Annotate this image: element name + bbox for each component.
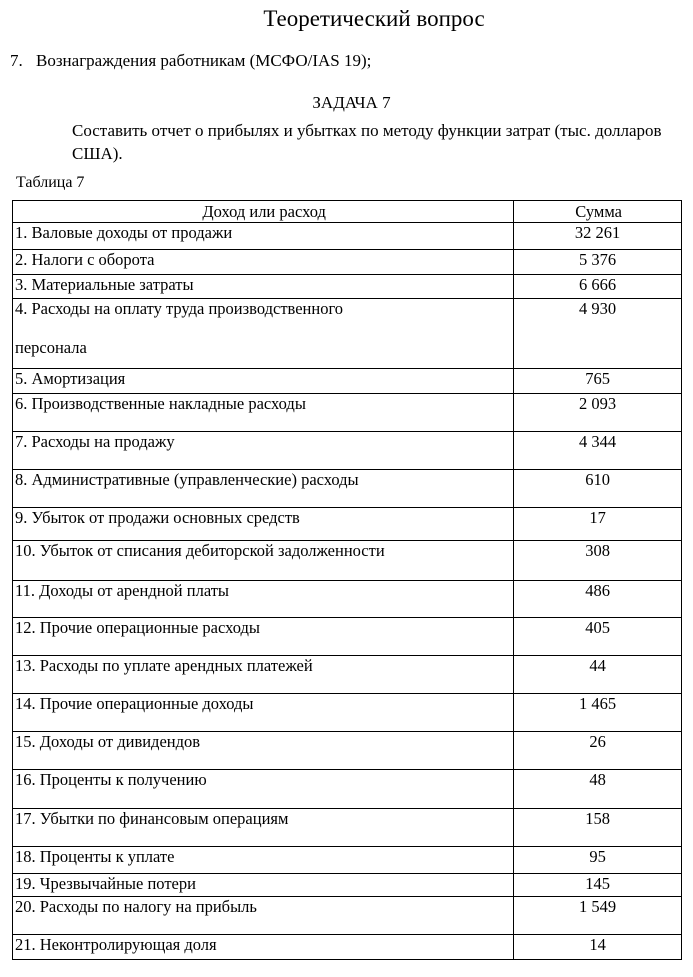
table-row bbox=[13, 847, 682, 874]
row-label: 11. Доходы от арендной платы bbox=[13, 581, 514, 618]
row-amount: 5 376 bbox=[514, 250, 682, 275]
row-amount: 158 bbox=[514, 809, 682, 847]
row-label: 14. Прочие операционные доходы bbox=[13, 694, 514, 732]
row-label: 12. Прочие операционные расходы bbox=[13, 618, 514, 656]
row-amount: 610 bbox=[514, 470, 682, 508]
row-amount: 44 bbox=[514, 656, 682, 694]
question-line bbox=[10, 51, 371, 71]
row-amount: 486 bbox=[514, 581, 682, 618]
row-amount: 4 930 bbox=[514, 299, 682, 369]
row-amount: 17 bbox=[514, 508, 682, 541]
question-number: 7. bbox=[10, 51, 23, 70]
row-amount: 308 bbox=[514, 541, 682, 581]
task-title: ЗАДАЧА 7 bbox=[312, 93, 391, 112]
table-row bbox=[13, 275, 682, 299]
row-label: 19. Чрезвычайные потери bbox=[13, 874, 514, 897]
row-amount: 4 344 bbox=[514, 432, 682, 470]
row-label: 1. Валовые доходы от продажи bbox=[13, 223, 514, 250]
row-amount: 26 bbox=[514, 732, 682, 770]
table-row bbox=[13, 394, 682, 432]
table-row bbox=[13, 694, 682, 732]
table-row bbox=[13, 770, 682, 809]
table-row bbox=[13, 223, 682, 250]
row-amount: 405 bbox=[514, 618, 682, 656]
row-label: 8. Административные (управленческие) расходы bbox=[13, 470, 514, 508]
row-amount: 32 261 bbox=[514, 223, 682, 250]
question-text: Вознаграждения работникам (МСФО/IAS 19); bbox=[36, 51, 372, 70]
row-amount: 1 465 bbox=[514, 694, 682, 732]
row-label: 5. Амортизация bbox=[13, 369, 514, 394]
table-row bbox=[13, 732, 682, 770]
row-label: 2. Налоги с оборота bbox=[13, 250, 514, 275]
row-label: 20. Расходы по налогу на прибыль bbox=[13, 897, 514, 935]
table-row bbox=[13, 432, 682, 470]
table-row bbox=[13, 508, 682, 541]
column-header-item: Доход или расход bbox=[13, 201, 514, 223]
row-label: 17. Убытки по финансовым операциям bbox=[13, 809, 514, 847]
table-row bbox=[13, 369, 682, 394]
row-amount: 48 bbox=[514, 770, 682, 809]
row-label: 6. Производственные накладные расходы bbox=[13, 394, 514, 432]
row-label: 15. Доходы от дивидендов bbox=[13, 732, 514, 770]
table-row bbox=[13, 656, 682, 694]
row-amount: 765 bbox=[514, 369, 682, 394]
row-amount: 2 093 bbox=[514, 394, 682, 432]
row-label bbox=[13, 299, 514, 369]
row-amount: 1 549 bbox=[514, 897, 682, 935]
row-amount: 6 666 bbox=[514, 275, 682, 299]
table-row bbox=[13, 897, 682, 935]
row-label-line-2: персонала bbox=[15, 338, 87, 357]
row-label: 3. Материальные затраты bbox=[13, 275, 514, 299]
table-caption: Таблица 7 bbox=[16, 174, 85, 191]
row-label: 7. Расходы на продажу bbox=[13, 432, 514, 470]
column-header-amount: Сумма bbox=[514, 201, 682, 223]
table-row bbox=[13, 541, 682, 581]
row-amount: 95 bbox=[514, 847, 682, 874]
row-amount: 145 bbox=[514, 874, 682, 897]
table-row bbox=[13, 874, 682, 897]
table-row bbox=[13, 299, 682, 369]
row-label-line-1: 4. Расходы на оплату труда производственного bbox=[15, 299, 344, 318]
table-header-row bbox=[13, 201, 682, 223]
page-title: Теоретический вопрос bbox=[263, 6, 485, 31]
table-row bbox=[13, 581, 682, 618]
row-amount: 14 bbox=[514, 935, 682, 960]
table-row bbox=[13, 250, 682, 275]
row-label: 13. Расходы по уплате арендных платежей bbox=[13, 656, 514, 694]
task-description: Составить отчет о прибылях и убытках по методу функции затрат (тыс. долларов США). bbox=[72, 121, 662, 163]
table-row bbox=[13, 935, 682, 960]
row-label: 21. Неконтролирующая доля bbox=[13, 935, 514, 960]
table-row bbox=[13, 470, 682, 508]
row-label: 9. Убыток от продажи основных средств bbox=[13, 508, 514, 541]
row-label: 16. Проценты к получению bbox=[13, 770, 514, 809]
table-row bbox=[13, 809, 682, 847]
row-label: 18. Проценты к уплате bbox=[13, 847, 514, 874]
income-statement-table bbox=[12, 200, 682, 960]
row-label: 10. Убыток от списания дебиторской задолженности bbox=[13, 541, 514, 581]
table-row bbox=[13, 618, 682, 656]
